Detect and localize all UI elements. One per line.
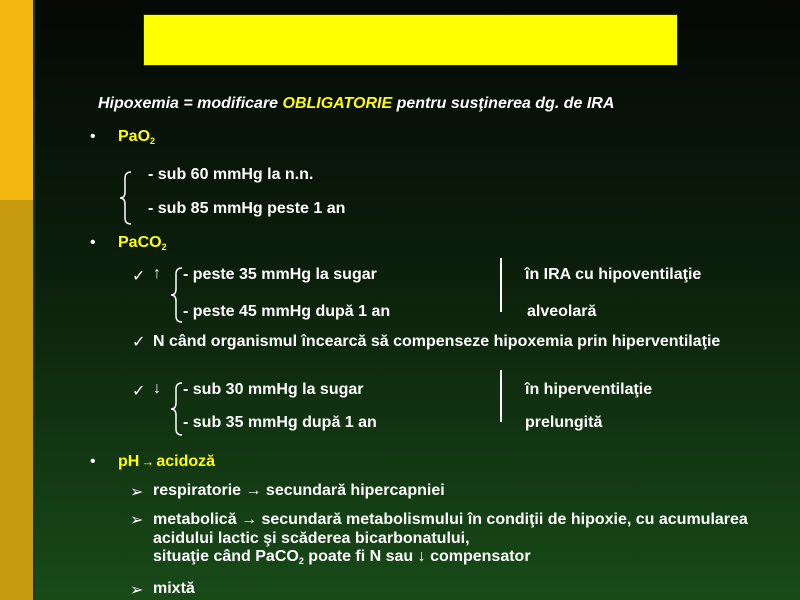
paco2-up-brace-icon <box>170 266 184 324</box>
paco2-up-right-2: alveolară <box>527 303 597 320</box>
paco2-label: PaCO <box>118 234 162 251</box>
bullet-icon: • <box>90 128 96 145</box>
ph-arrow-icon: → <box>141 454 155 469</box>
paco2-down-right-1: în hiperventilaţie <box>525 381 653 398</box>
pao2-heading <box>118 128 155 146</box>
pao2-subscript: 2 <box>150 136 156 146</box>
left-accent-bar-top <box>0 0 33 200</box>
subtitle-part2: pentru susţinerea dg. de IRA <box>392 95 615 112</box>
ph-item-mixed: mixtă <box>153 580 195 597</box>
pao2-brace-icon <box>119 170 133 226</box>
subtitle-part1: Hipoxemia = modificare <box>98 95 283 112</box>
checkmark-icon: ✓ <box>132 334 146 351</box>
ph-label: pH <box>118 453 140 470</box>
bullet-icon: • <box>90 453 96 470</box>
pao2-line-2: - sub 85 mmHg peste 1 an <box>148 200 346 217</box>
ph-item-respiratory: respiratorie → secundară hipercapniei <box>153 482 445 499</box>
arrowhead-bullet-icon: ➢ <box>130 512 144 529</box>
slide-title-box <box>143 14 678 66</box>
ph-value: acidoză <box>156 453 216 470</box>
left-accent-bar-bottom <box>0 200 33 600</box>
pao2-line-1: - sub 60 mmHg la n.n. <box>148 166 314 183</box>
paco2-subscript: 2 <box>161 242 167 252</box>
paco2-down-right-2: prelungită <box>525 414 603 431</box>
up-arrow-icon: ↑ <box>153 265 161 282</box>
down-arrow-icon: ↓ <box>417 548 426 565</box>
paco2-down-brace-icon <box>170 381 184 437</box>
paco2-up-line-2: - peste 45 mmHg după 1 an <box>183 303 391 320</box>
checkmark-icon: ✓ <box>132 268 146 285</box>
arrowhead-bullet-icon: ➢ <box>130 582 144 599</box>
ph-item-metabolic-line3 <box>153 548 531 566</box>
subtitle-highlight: OBLIGATORIE <box>282 95 393 112</box>
metabolic-line3-part-c: compensator <box>425 548 531 565</box>
arrowhead-bullet-icon: ➢ <box>130 484 144 501</box>
paco2-up-right-1: în IRA cu hipoventilaţie <box>525 266 702 283</box>
metabolic-line3-part-a: situaţie când PaCO <box>153 548 299 565</box>
paco2-heading <box>118 234 167 252</box>
paco2-up-divider <box>500 258 502 312</box>
bullet-icon: • <box>90 234 96 251</box>
down-arrow-icon: ↓ <box>153 380 161 397</box>
paco2-down-line-1: - sub 30 mmHg la sugar <box>183 381 364 398</box>
metabolic-line3-subscript: 2 <box>298 556 304 566</box>
ph-item-metabolic: metabolică → secundară metabolismului în condiţii de hipoxie, cu acumularea acidului lactic şi scăderea bicarbonatului, <box>153 511 748 547</box>
paco2-up-line-1: - peste 35 mmHg la sugar <box>183 266 377 283</box>
slide-subtitle <box>98 95 614 113</box>
left-accent-divider <box>33 0 35 600</box>
paco2-n-text: N când organismul încearcă să compenseze hipoxemia prin hiperventilaţie <box>153 333 721 350</box>
pao2-label: PaO <box>118 128 151 145</box>
ph-heading <box>118 453 215 471</box>
metabolic-line3-part-b: poate fi N sau <box>303 548 418 565</box>
checkmark-icon: ✓ <box>132 383 146 400</box>
paco2-down-line-2: - sub 35 mmHg după 1 an <box>183 414 377 431</box>
paco2-down-divider <box>500 370 502 422</box>
